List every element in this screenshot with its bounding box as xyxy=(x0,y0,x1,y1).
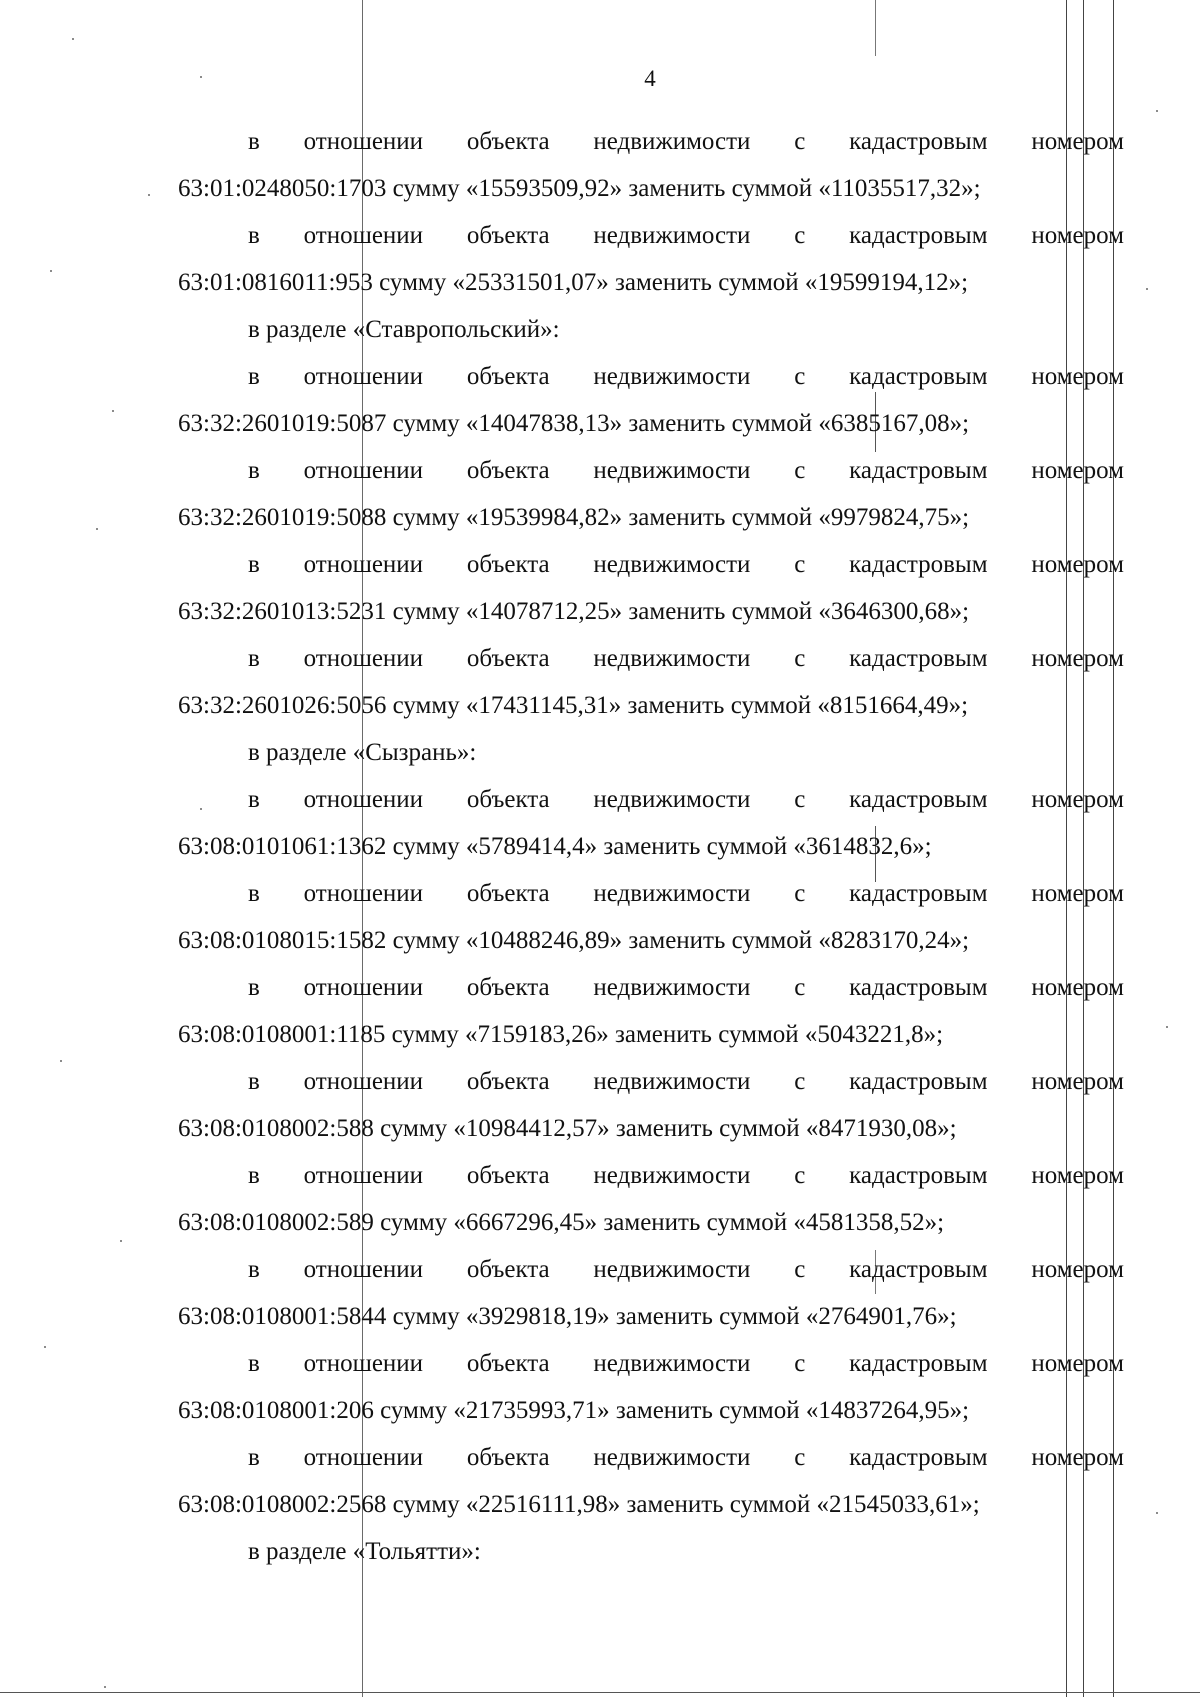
entry-first-line xyxy=(178,212,1124,259)
scan-speck xyxy=(60,1060,62,1062)
scan-speck xyxy=(96,528,98,530)
entry-word: кадастровым xyxy=(849,645,988,672)
entry-word: недвижимости xyxy=(593,551,751,578)
amendment-entry xyxy=(178,447,1124,541)
entry-word: с xyxy=(794,1068,806,1095)
entry-word: номером xyxy=(1031,1068,1124,1095)
entry-word: номером xyxy=(1031,974,1124,1001)
entry-word: объекта xyxy=(466,551,550,578)
entry-word: отношении xyxy=(303,786,424,813)
entry-word: отношении xyxy=(303,363,424,390)
entry-word: с xyxy=(794,1444,806,1471)
entry-word: номером xyxy=(1031,880,1124,907)
entry-word: недвижимости xyxy=(593,457,751,484)
entry-first-line xyxy=(178,1152,1124,1199)
entry-first-line xyxy=(178,1246,1124,1293)
entry-word: недвижимости xyxy=(593,222,751,249)
entry-word: номером xyxy=(1031,128,1124,155)
entry-word: кадастровым xyxy=(849,786,988,813)
entry-word: в xyxy=(248,880,260,907)
entry-word: с xyxy=(794,786,806,813)
entry-word: в xyxy=(248,1350,260,1377)
entry-word: в xyxy=(248,786,260,813)
entry-word: в xyxy=(248,1444,260,1471)
amendment-entry xyxy=(178,964,1124,1058)
entry-second-line: 63:08:0108002:588 сумму «10984412,57» заменить суммой «8471930,08»; xyxy=(178,1115,957,1142)
entry-word: с xyxy=(794,128,806,155)
amendment-entry xyxy=(178,870,1124,964)
entry-word: в xyxy=(248,128,260,155)
entry-word: отношении xyxy=(303,128,424,155)
entry-word: кадастровым xyxy=(849,551,988,578)
entry-word: объекта xyxy=(466,1350,550,1377)
entry-word: объекта xyxy=(466,457,550,484)
entry-word: с xyxy=(794,363,806,390)
entry-word: недвижимости xyxy=(593,128,751,155)
entry-word: в xyxy=(248,974,260,1001)
entry-word: отношении xyxy=(303,1162,424,1189)
entry-word: недвижимости xyxy=(593,880,751,907)
entry-word: с xyxy=(794,1162,806,1189)
section-heading xyxy=(178,1528,1124,1575)
entry-word: кадастровым xyxy=(849,880,988,907)
entry-word: с xyxy=(794,457,806,484)
entry-word: недвижимости xyxy=(593,974,751,1001)
entry-word: недвижимости xyxy=(593,363,751,390)
entry-word: недвижимости xyxy=(593,1444,751,1471)
amendment-entry xyxy=(178,1058,1124,1152)
amendment-entry xyxy=(178,541,1124,635)
entry-word: отношении xyxy=(303,645,424,672)
entry-second-line: 63:32:2601013:5231 сумму «14078712,25» заменить суммой «3646300,68»; xyxy=(178,598,970,625)
entry-word: с xyxy=(794,1350,806,1377)
document-body xyxy=(178,118,1124,1575)
entry-word: объекта xyxy=(466,363,550,390)
entry-second-line: 63:08:0108001:206 сумму «21735993,71» заменить суммой «14837264,95»; xyxy=(178,1397,970,1424)
entry-word: объекта xyxy=(466,786,550,813)
scan-speck xyxy=(1166,1026,1168,1028)
entry-word: номером xyxy=(1031,1162,1124,1189)
scan-speck xyxy=(44,1346,46,1348)
scan-speck xyxy=(1156,110,1158,112)
section-heading xyxy=(178,729,1124,776)
entry-word: с xyxy=(794,551,806,578)
entry-first-line xyxy=(178,353,1124,400)
amendment-entry xyxy=(178,1152,1124,1246)
entry-word: с xyxy=(794,222,806,249)
amendment-entry xyxy=(178,1434,1124,1528)
entry-first-line xyxy=(178,1434,1124,1481)
entry-word: отношении xyxy=(303,1444,424,1471)
entry-word: кадастровым xyxy=(849,1350,988,1377)
entry-word: объекта xyxy=(466,645,550,672)
amendment-entry xyxy=(178,1246,1124,1340)
entry-first-line xyxy=(178,447,1124,494)
entry-word: кадастровым xyxy=(849,128,988,155)
entry-word: отношении xyxy=(303,1068,424,1095)
entry-word: отношении xyxy=(303,880,424,907)
entry-word: кадастровым xyxy=(849,974,988,1001)
scan-speck xyxy=(72,38,74,40)
entry-first-line xyxy=(178,1340,1124,1387)
scan-speck xyxy=(112,410,114,412)
entry-word: номером xyxy=(1031,1256,1124,1283)
entry-word: номером xyxy=(1031,1350,1124,1377)
entry-second-line: 63:08:0108001:1185 сумму «7159183,26» заменить суммой «5043221,8»; xyxy=(178,1021,944,1048)
amendment-entry xyxy=(178,635,1124,729)
entry-word: недвижимости xyxy=(593,1162,751,1189)
entry-word: номером xyxy=(1031,222,1124,249)
entry-word: недвижимости xyxy=(593,786,751,813)
scan-line-horizontal xyxy=(0,1692,1200,1693)
entry-first-line xyxy=(178,635,1124,682)
entry-word: в xyxy=(248,457,260,484)
amendment-entry xyxy=(178,353,1124,447)
entry-word: в xyxy=(248,1068,260,1095)
section-heading xyxy=(178,306,1124,353)
entry-word: кадастровым xyxy=(849,363,988,390)
entry-second-line: 63:32:2601026:5056 сумму «17431145,31» заменить суммой «8151664,49»; xyxy=(178,692,969,719)
scan-speck xyxy=(1156,1512,1158,1514)
entry-first-line xyxy=(178,118,1124,165)
amendment-entry xyxy=(178,212,1124,306)
entry-word: объекта xyxy=(466,128,550,155)
entry-word: объекта xyxy=(466,222,550,249)
scan-speck xyxy=(148,194,150,196)
scan-speck xyxy=(120,1240,122,1242)
entry-word: кадастровым xyxy=(849,222,988,249)
entry-word: отношении xyxy=(303,974,424,1001)
entry-second-line: 63:08:0108002:2568 сумму «22516111,98» заменить суммой «21545033,61»; xyxy=(178,1491,980,1518)
entry-word: номером xyxy=(1031,457,1124,484)
entry-word: номером xyxy=(1031,786,1124,813)
entry-word: в xyxy=(248,551,260,578)
entry-word: номером xyxy=(1031,551,1124,578)
scan-speck xyxy=(104,1686,106,1688)
entry-word: объекта xyxy=(466,1444,550,1471)
entry-first-line xyxy=(178,541,1124,588)
amendment-entry xyxy=(178,118,1124,212)
entry-second-line: 63:08:0108001:5844 сумму «3929818,19» заменить суммой «2764901,76»; xyxy=(178,1303,957,1330)
entry-word: кадастровым xyxy=(849,1068,988,1095)
entry-word: в xyxy=(248,1162,260,1189)
entry-word: отношении xyxy=(303,1350,424,1377)
entry-word: в xyxy=(248,363,260,390)
entry-word: объекта xyxy=(466,1256,550,1283)
entry-word: кадастровым xyxy=(849,1256,988,1283)
entry-word: кадастровым xyxy=(849,1444,988,1471)
entry-first-line xyxy=(178,964,1124,1011)
entry-word: недвижимости xyxy=(593,1350,751,1377)
entry-word: номером xyxy=(1031,363,1124,390)
scan-line-vertical xyxy=(875,0,876,56)
entry-word: объекта xyxy=(466,1068,550,1095)
entry-word: номером xyxy=(1031,1444,1124,1471)
entry-first-line xyxy=(178,1058,1124,1105)
entry-word: с xyxy=(794,974,806,1001)
entry-second-line: 63:01:0248050:1703 сумму «15593509,92» заменить суммой «11035517,32»; xyxy=(178,175,981,202)
entry-word: объекта xyxy=(466,880,550,907)
entry-second-line: 63:01:0816011:953 сумму «25331501,07» заменить суммой «19599194,12»; xyxy=(178,269,969,296)
entry-word: номером xyxy=(1031,645,1124,672)
section-heading-text: в разделе «Ставропольский»: xyxy=(248,316,560,343)
entry-word: объекта xyxy=(466,1162,550,1189)
entry-word: недвижимости xyxy=(593,1068,751,1095)
amendment-entry xyxy=(178,776,1124,870)
entry-word: отношении xyxy=(303,551,424,578)
entry-second-line: 63:08:0101061:1362 сумму «5789414,4» заменить суммой «3614832,6»; xyxy=(178,833,932,860)
entry-word: кадастровым xyxy=(849,1162,988,1189)
entry-word: кадастровым xyxy=(849,457,988,484)
entry-word: с xyxy=(794,645,806,672)
entry-word: с xyxy=(794,1256,806,1283)
entry-word: в xyxy=(248,222,260,249)
entry-word: отношении xyxy=(303,222,424,249)
entry-word: отношении xyxy=(303,1256,424,1283)
entry-second-line: 63:08:0108015:1582 сумму «10488246,89» заменить суммой «8283170,24»; xyxy=(178,927,970,954)
entry-first-line xyxy=(178,870,1124,917)
entry-second-line: 63:08:0108002:589 сумму «6667296,45» заменить суммой «4581358,52»; xyxy=(178,1209,945,1236)
entry-word: недвижимости xyxy=(593,645,751,672)
entry-second-line: 63:32:2601019:5087 сумму «14047838,13» заменить суммой «6385167,08»; xyxy=(178,410,970,437)
entry-word: с xyxy=(794,880,806,907)
entry-word: недвижимости xyxy=(593,1256,751,1283)
entry-word: отношении xyxy=(303,457,424,484)
amendment-entry xyxy=(178,1340,1124,1434)
section-heading-text: в разделе «Сызрань»: xyxy=(248,739,477,766)
scan-speck xyxy=(50,270,52,272)
section-heading-text: в разделе «Тольятти»: xyxy=(248,1538,481,1565)
entry-first-line xyxy=(178,776,1124,823)
entry-word: в xyxy=(248,645,260,672)
entry-word: объекта xyxy=(466,974,550,1001)
entry-word: в xyxy=(248,1256,260,1283)
page-number: 4 xyxy=(644,66,656,91)
entry-second-line: 63:32:2601019:5088 сумму «19539984,82» заменить суммой «9979824,75»; xyxy=(178,504,970,531)
scan-speck xyxy=(1146,288,1148,290)
